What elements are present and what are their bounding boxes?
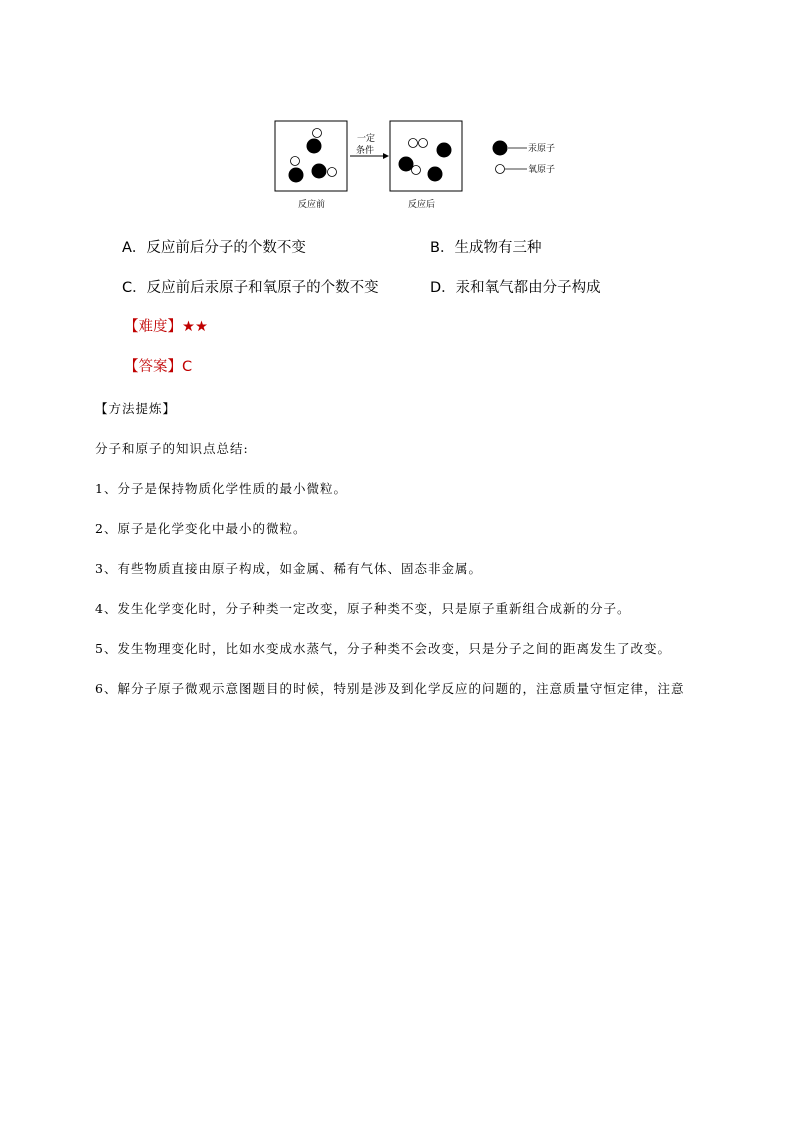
- after-box: [390, 121, 462, 191]
- legend-oxygen-label: 氧原子: [528, 165, 556, 175]
- before-box: [275, 121, 347, 191]
- legend-mercury-label: 汞原子: [528, 144, 556, 154]
- answer-options: [122, 238, 682, 318]
- method-point-1: 1、分子是保持物质化学性质的最小微粒。: [95, 481, 347, 496]
- oxygen-atom: [412, 166, 421, 175]
- oxygen-atom: [313, 129, 322, 138]
- method-intro: 分子和原子的知识点总结:: [95, 441, 249, 456]
- oxygen-atom: [419, 139, 428, 148]
- difficulty-line: [124, 317, 208, 337]
- method-point-3: 3、有些物质直接由原子构成，如金属、稀有气体、固态非金属。: [95, 561, 482, 576]
- before-label: 反应前: [298, 200, 326, 210]
- answer-label: 【答案】: [124, 359, 182, 375]
- options-row-1: [122, 238, 682, 278]
- answer-value: C: [182, 359, 193, 375]
- oxygen-atom: [291, 157, 300, 166]
- method-point-5: 5、发生物理变化时，比如水变成水蒸气，分子种类不会改变，只是分子之间的距离发生了改变。: [95, 641, 671, 656]
- reaction-diagram-svg: [270, 118, 570, 214]
- difficulty-stars: ★★: [182, 319, 208, 335]
- after-label: 反应后: [408, 200, 436, 210]
- option-c: C．反应前后汞原子和氧原子的个数不变: [122, 280, 379, 296]
- method-point-4: 4、发生化学变化时，分子种类一定改变，原子种类不变，只是原子重新组合成新的分子。: [95, 601, 631, 616]
- legend-mercury-icon: [493, 141, 508, 156]
- method-point-6: 6、解分子原子微观示意图题目的时候，特别是涉及到化学反应的问题的，注意质量守恒定律，注意: [95, 681, 685, 696]
- difficulty-label: 【难度】: [124, 319, 182, 335]
- mercury-atom: [289, 168, 304, 183]
- options-row-2: [122, 278, 682, 318]
- arrow-head-icon: [383, 153, 389, 159]
- option-d: D．汞和氧气都由分子构成: [430, 280, 601, 296]
- oxygen-atom: [328, 168, 337, 177]
- method-heading: 【方法提炼】: [95, 401, 177, 416]
- answer-line: [124, 357, 192, 377]
- mercury-atom: [437, 143, 452, 158]
- method-point-2: 2、原子是化学变化中最小的微粒。: [95, 521, 307, 536]
- mercury-atom: [312, 164, 327, 179]
- condition-text-1: 一定: [357, 134, 376, 144]
- legend-oxygen-icon: [496, 165, 505, 174]
- option-a: A．反应前后分子的个数不变: [122, 240, 306, 256]
- reaction-diagram: [270, 118, 570, 214]
- oxygen-atom: [409, 139, 418, 148]
- option-b: B．生成物有三种: [430, 240, 542, 256]
- condition-text-2: 条件: [356, 146, 375, 156]
- mercury-atom: [307, 139, 322, 154]
- mercury-atom: [428, 167, 443, 182]
